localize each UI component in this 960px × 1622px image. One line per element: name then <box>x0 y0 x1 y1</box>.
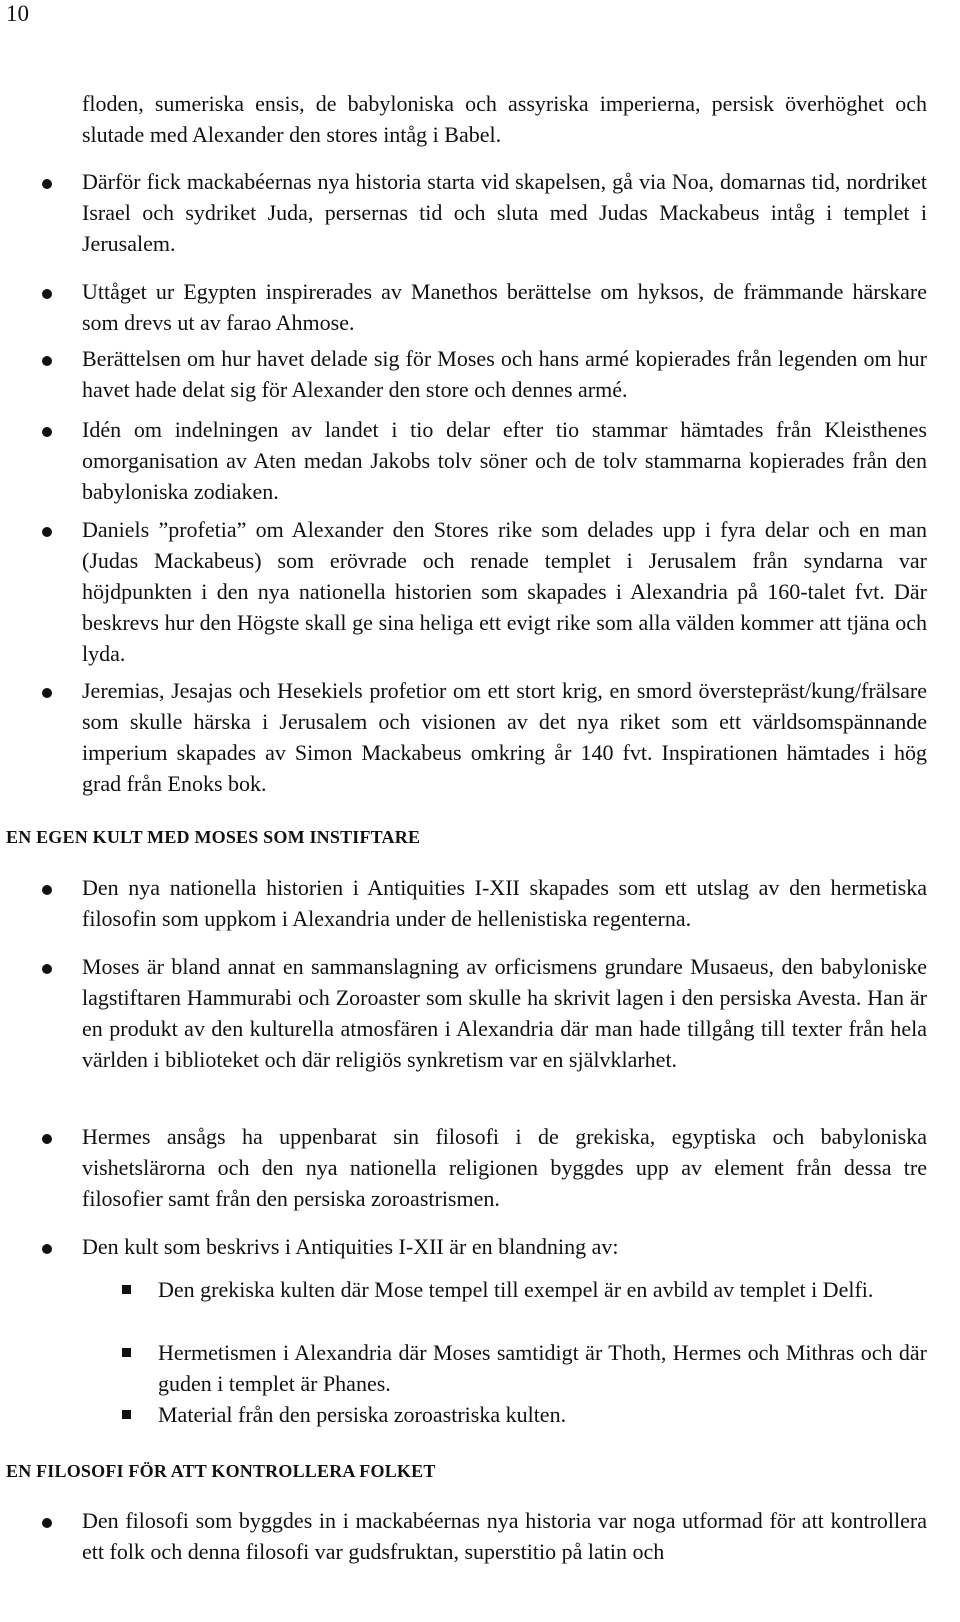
list-item: Idén om indelningen av landet i tio delar efter tio stammar hämtades från Kleisthenes omorganisation av Aten medan Jakobs tolv söner och de tolv stammarna kopierades från den babyloniska zodiaken. <box>82 417 927 504</box>
section-heading: EN EGEN KULT MED MOSES SOM INSTIFTARE <box>6 827 421 847</box>
list-item: Därför fick mackabéernas nya historia starta vid skapelsen, gå via Noa, domarnas tid, nordriket Israel och sydriket Juda, persernas tid och sluta med Judas Mackabeus intåg i templet i Jerusalem. <box>82 169 927 256</box>
bullet-icon <box>42 1244 52 1254</box>
bullet-icon <box>42 964 52 974</box>
list-item: Den filosofi som byggdes in i mackabéernas nya historia var noga utformad för att kontrollera ett folk och denna filosofi var gudsfruktan, superstitio på latin och <box>82 1508 927 1564</box>
sub-list-item: Material från den persiska zoroastriska kulten. <box>158 1402 567 1427</box>
list-item: Hermes ansågs ha uppenbarat sin filosofi i de grekiska, egyptiska och babyloniska vishetslärorna och den nya nationella religionen byggdes upp av element från dessa tre filosofier samt från den persiska zoroastrismen. <box>82 1124 927 1211</box>
bullet-icon <box>42 527 52 537</box>
bullet-icon <box>42 179 52 189</box>
list-item: Berättelsen om hur havet delade sig för Moses och hans armé kopierades från legenden om hur havet hade delat sig för Alexander den store och dennes armé. <box>82 346 927 402</box>
list-item: Jeremias, Jesajas och Hesekiels profetior om ett stort krig, en smord överstepräst/kung/frälsare som skulle härska i Jerusalem och visionen av det nya riket som ett världsomspännande imperium skapades av Simon Mackabeus omkring år 140 fvt. Inspirationen hämtades i hög grad från Enoks bok. <box>82 678 927 796</box>
square-bullet-icon <box>122 1410 131 1419</box>
bullet-icon <box>42 289 52 299</box>
bullet-icon <box>42 356 52 366</box>
page-number: 10 <box>6 1 29 26</box>
continuation-paragraph: floden, sumeriska ensis, de babyloniska och assyriska imperierna, persisk överhöghet och slutade med Alexander den stores intåg i Babel. <box>82 91 927 147</box>
bullet-icon <box>42 688 52 698</box>
list-item: Uttåget ur Egypten inspirerades av Manethos berättelse om hyksos, de främmande härskare som drevs ut av farao Ahmose. <box>82 279 927 335</box>
section-heading: EN FILOSOFI FÖR ATT KONTROLLERA FOLKET <box>6 1461 436 1481</box>
sub-list-item: Den grekiska kulten där Mose tempel till exempel är en avbild av templet i Delfi. <box>158 1277 874 1302</box>
list-item: Den nya nationella historien i Antiquities I-XII skapades som ett utslag av den hermetiska filosofin som uppkom i Alexandria under de hellenistiska regenterna. <box>82 875 927 931</box>
sub-list-item: Hermetismen i Alexandria där Moses samtidigt är Thoth, Hermes och Mithras och där guden i templet är Phanes. <box>158 1340 927 1396</box>
bullet-icon <box>42 427 52 437</box>
bullet-icon <box>42 1134 52 1144</box>
list-item: Daniels ”profetia” om Alexander den Stores rike som delades upp i fyra delar och en man (Judas Mackabeus) som erövrade och renade templet i Jerusalem från syndarna var höjdpunkten i den nya nationella historien som skapades i Alexandria på 160-talet fvt. Där beskrevs hur den Högste skall ge sina heliga ett evigt rike som alla välden kommer att tjäna och lyda. <box>82 517 927 666</box>
square-bullet-icon <box>122 1348 131 1357</box>
list-item: Den kult som beskrivs i Antiquities I-XII är en blandning av: <box>82 1234 619 1259</box>
bullet-icon <box>42 885 52 895</box>
square-bullet-icon <box>122 1285 131 1294</box>
list-item: Moses är bland annat en sammanslagning av orficismens grundare Musaeus, den babyloniske lagstiftaren Hammurabi och Zoroaster som skulle ha skrivit lagen i den persiska Avesta. Han är en produkt av den kulturella atmosfären i Alexandria där man hade tillgång till texter från hela världen i biblioteket och där religiös synkretism var en självklarhet. <box>82 954 927 1072</box>
bullet-icon <box>42 1518 52 1528</box>
